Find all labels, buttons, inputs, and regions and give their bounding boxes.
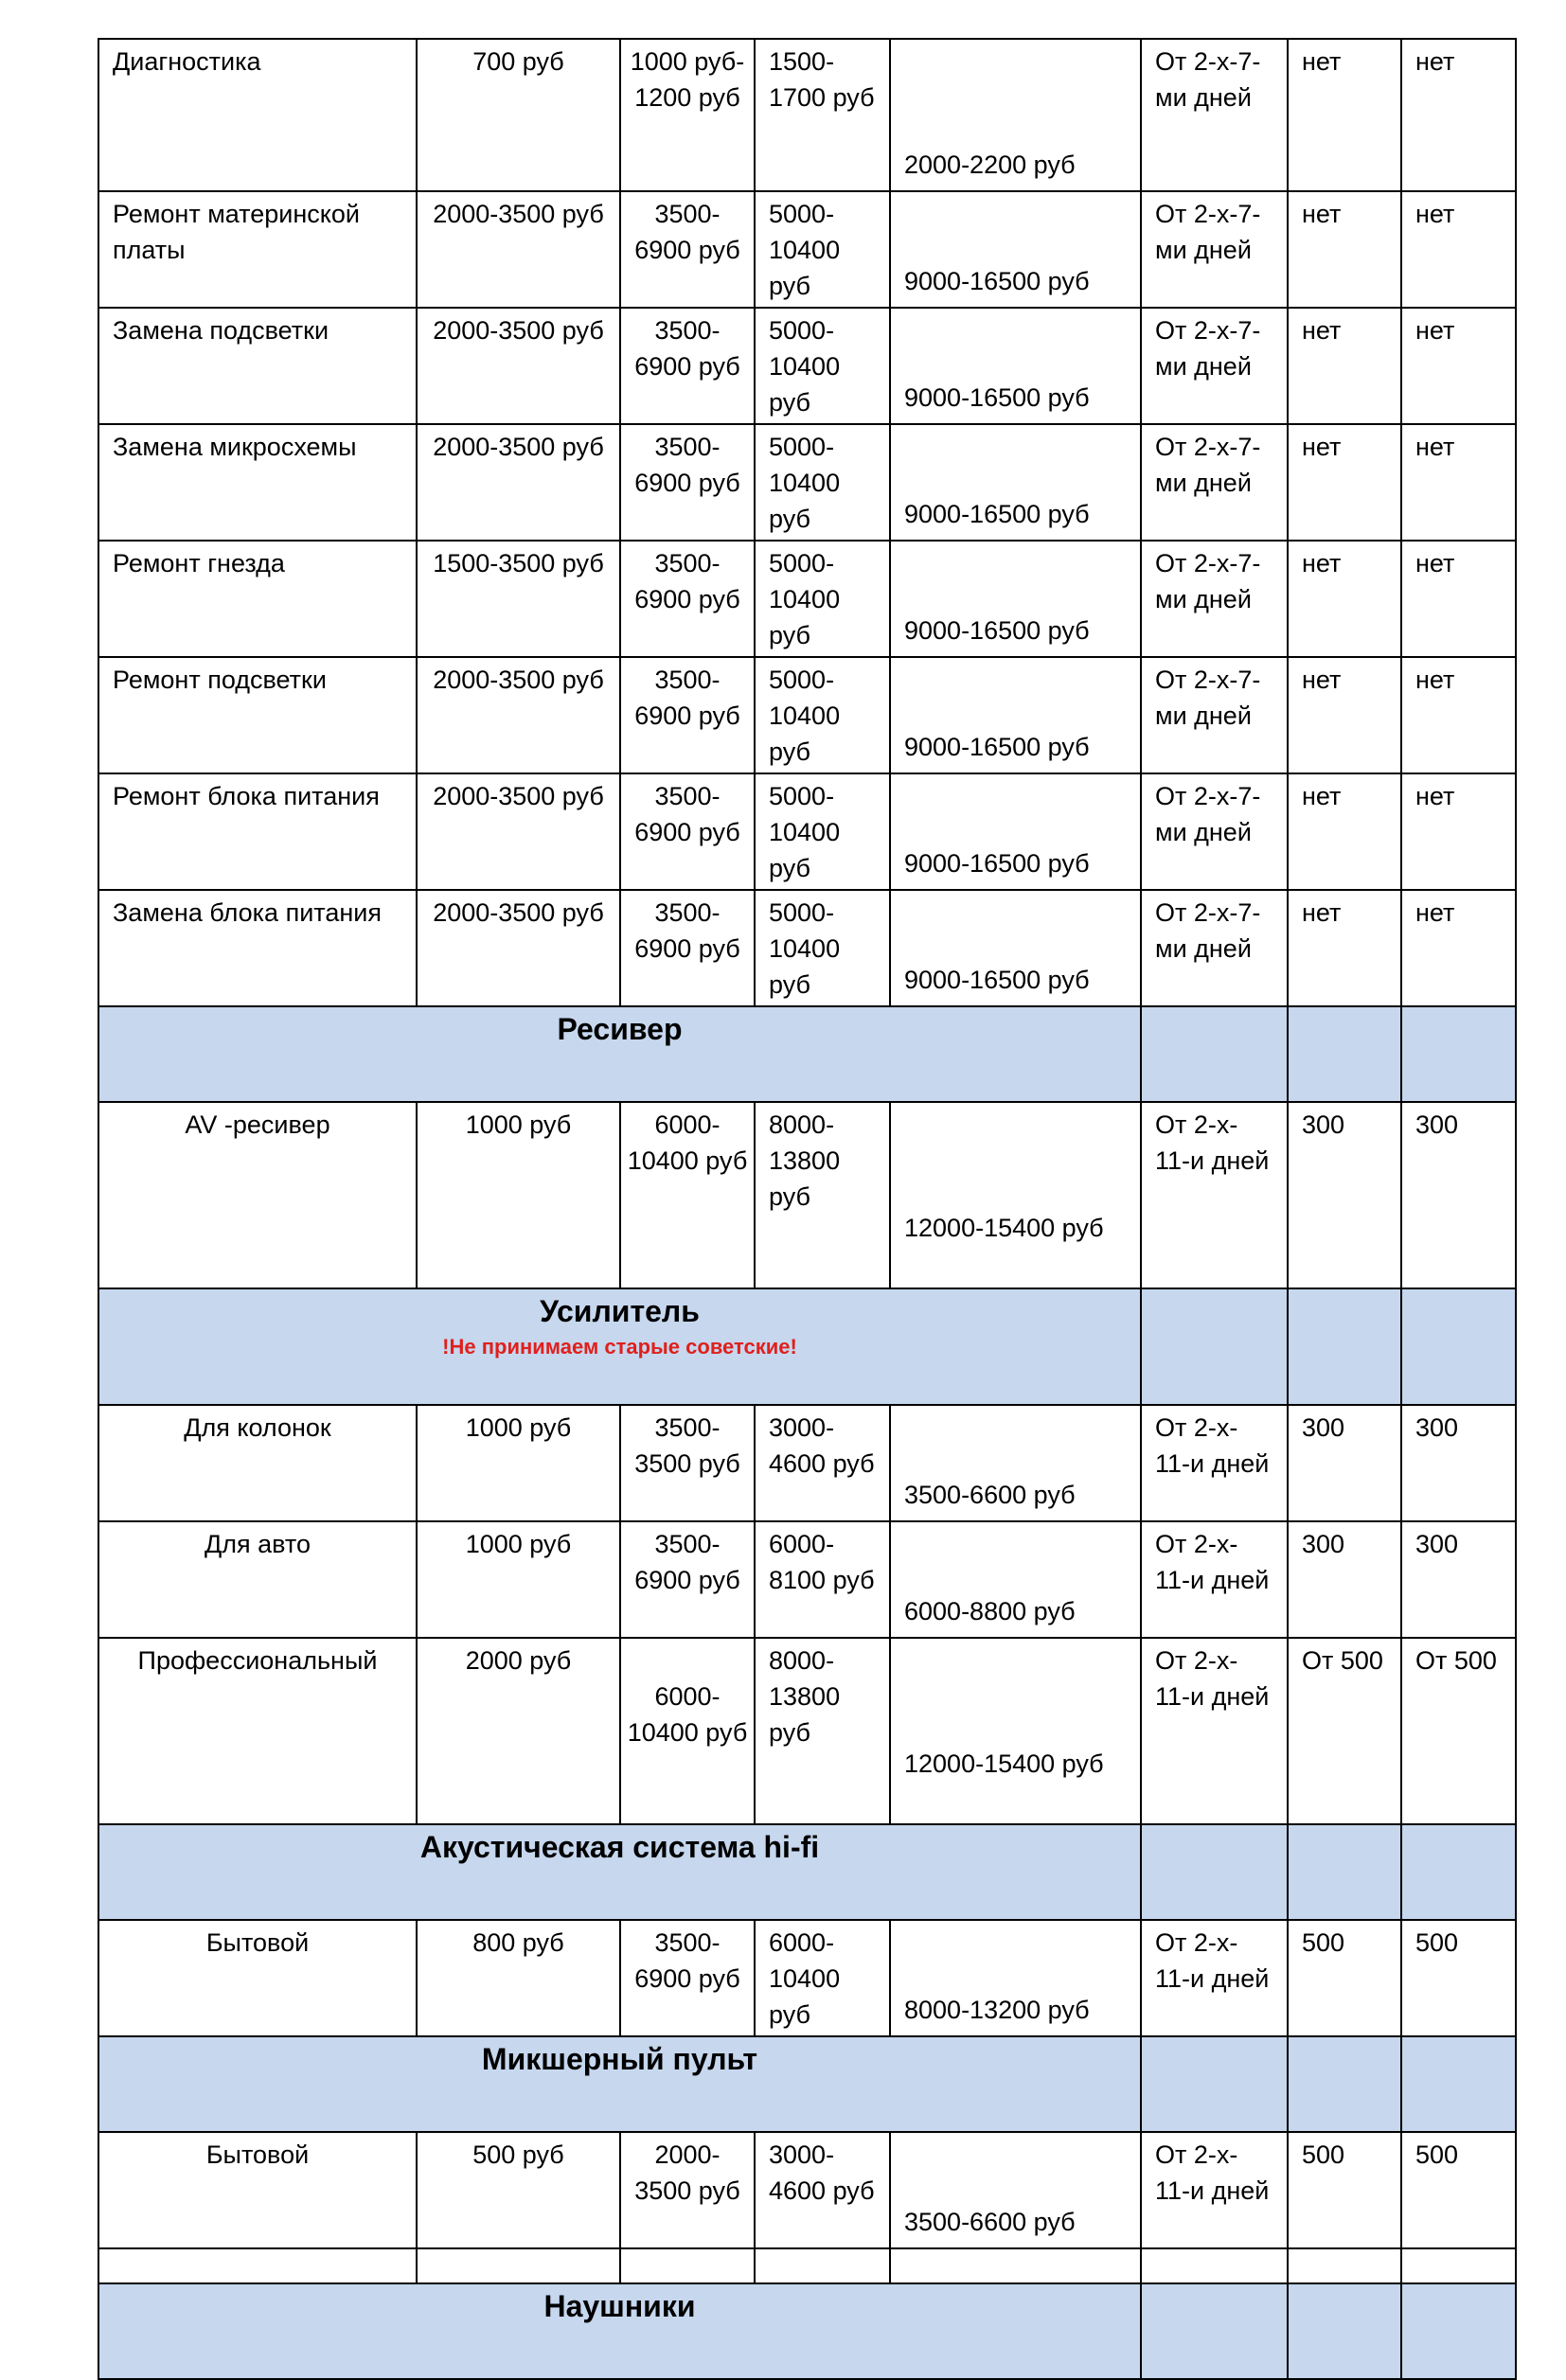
max-price: 9000-16500 руб xyxy=(890,308,1141,424)
service-name: Диагностика xyxy=(98,39,417,191)
option-1: нет xyxy=(1288,657,1401,773)
repair-term: От 2-х- 11-и дней xyxy=(1141,1405,1288,1521)
service-name: AV -ресивер xyxy=(98,1102,417,1288)
section-title: Усилитель xyxy=(540,1294,700,1328)
min-price: 3500- 6900 руб xyxy=(620,308,755,424)
section-empty-cell xyxy=(1401,1006,1516,1102)
mid-price: 5000- 10400 руб xyxy=(755,191,890,308)
max-price: 2000-2200 руб xyxy=(890,39,1141,191)
mid-price: 3000- 4600 руб xyxy=(755,1405,890,1521)
table-row xyxy=(98,1638,1516,1824)
section-empty-cell xyxy=(1401,2283,1516,2379)
min-price: 3500- 6900 руб xyxy=(620,890,755,1006)
diagnostics-price: 2000-3500 руб xyxy=(417,191,620,308)
section-header-acoustic xyxy=(98,1824,1516,1920)
empty-cell xyxy=(620,2248,755,2283)
repair-term: От 2-х- 11-и дней xyxy=(1141,2132,1288,2248)
option-1: 500 xyxy=(1288,2132,1401,2248)
table-row xyxy=(98,541,1516,657)
diagnostics-price: 2000-3500 руб xyxy=(417,424,620,541)
empty-cell xyxy=(890,2248,1141,2283)
section-title: Микшерный пульт xyxy=(98,2036,1141,2132)
option-2: 300 xyxy=(1401,1102,1516,1288)
repair-term: От 2-х-7-ми дней xyxy=(1141,773,1288,890)
table-row xyxy=(98,191,1516,308)
section-title: Акустическая система hi-fi xyxy=(98,1824,1141,1920)
max-price: 3500-6600 руб xyxy=(890,2132,1141,2248)
min-price: 6000- 10400 руб xyxy=(620,1102,755,1288)
section-header-headphones xyxy=(98,2283,1516,2379)
mid-price: 5000- 10400 руб xyxy=(755,773,890,890)
service-name: Замена блока питания xyxy=(98,890,417,1006)
table-row xyxy=(98,1920,1516,2036)
section-empty-cell xyxy=(1288,2036,1401,2132)
service-name: Ремонт материнской платы xyxy=(98,191,417,308)
mid-price: 6000- 8100 руб xyxy=(755,1521,890,1638)
section-warning-note: !Не принимаем старые советские! xyxy=(442,1335,797,1359)
min-price: 3500- 6900 руб xyxy=(620,191,755,308)
option-2: нет xyxy=(1401,424,1516,541)
service-name: Ремонт гнезда xyxy=(98,541,417,657)
service-name: Замена микросхемы xyxy=(98,424,417,541)
repair-term: От 2-х-7-ми дней xyxy=(1141,541,1288,657)
mid-price: 5000- 10400 руб xyxy=(755,308,890,424)
option-2: 300 xyxy=(1401,1405,1516,1521)
option-2: нет xyxy=(1401,541,1516,657)
option-1: нет xyxy=(1288,541,1401,657)
section-empty-cell xyxy=(1141,2036,1288,2132)
repair-term: От 2-х-7-ми дней xyxy=(1141,39,1288,191)
min-price: 3500- 3500 руб xyxy=(620,1405,755,1521)
table-row xyxy=(98,424,1516,541)
mid-price: 6000- 10400 руб xyxy=(755,1920,890,2036)
option-2: нет xyxy=(1401,890,1516,1006)
min-price: 6000- 10400 руб xyxy=(627,1682,748,1747)
min-price-cell xyxy=(620,1638,755,1824)
mid-price: 5000- 10400 руб xyxy=(755,890,890,1006)
table-row xyxy=(98,890,1516,1006)
min-price: 3500- 6900 руб xyxy=(620,541,755,657)
table-row xyxy=(98,2132,1516,2248)
section-empty-cell xyxy=(1288,1824,1401,1920)
service-name: Профессиональный xyxy=(98,1638,417,1824)
option-1: нет xyxy=(1288,308,1401,424)
mid-price: 8000- 13800 руб xyxy=(755,1638,890,1824)
repair-term: От 2-х-7-ми дней xyxy=(1141,657,1288,773)
table-row xyxy=(98,308,1516,424)
repair-term: От 2-х-7-ми дней xyxy=(1141,890,1288,1006)
max-price: 12000-15400 руб xyxy=(890,1638,1141,1824)
repair-term: От 2-х- 11-и дней xyxy=(1141,1521,1288,1638)
min-price: 3500- 6900 руб xyxy=(620,1920,755,2036)
diagnostics-price: 2000-3500 руб xyxy=(417,308,620,424)
min-price: 2000- 3500 руб xyxy=(620,2132,755,2248)
option-1: 300 xyxy=(1288,1521,1401,1638)
section-empty-cell xyxy=(1141,1824,1288,1920)
section-title: Наушники xyxy=(98,2283,1141,2379)
table-row xyxy=(98,39,1516,191)
option-1: нет xyxy=(1288,890,1401,1006)
option-1: нет xyxy=(1288,773,1401,890)
section-header-receiver xyxy=(98,1006,1516,1102)
mid-price: 5000- 10400 руб xyxy=(755,424,890,541)
mid-price: 3000- 4600 руб xyxy=(755,2132,890,2248)
section-empty-cell xyxy=(1141,1288,1288,1405)
option-1: От 500 xyxy=(1288,1638,1401,1824)
service-name: Бытовой xyxy=(98,2132,417,2248)
table-row xyxy=(98,1521,1516,1638)
diagnostics-price: 1000 руб xyxy=(417,1521,620,1638)
section-empty-cell xyxy=(1288,1006,1401,1102)
repair-term: От 2-х-7-ми дней xyxy=(1141,308,1288,424)
section-header-mixer xyxy=(98,2036,1516,2132)
section-empty-cell xyxy=(1401,2036,1516,2132)
service-name: Бытовой xyxy=(98,1920,417,2036)
diagnostics-price: 2000-3500 руб xyxy=(417,657,620,773)
repair-term: От 2-х- 11-и дней xyxy=(1141,1638,1288,1824)
empty-row xyxy=(98,2248,1516,2283)
diagnostics-price: 2000-3500 руб xyxy=(417,773,620,890)
option-1: 300 xyxy=(1288,1102,1401,1288)
option-2: 500 xyxy=(1401,2132,1516,2248)
max-price: 9000-16500 руб xyxy=(890,657,1141,773)
diagnostics-price: 700 руб xyxy=(417,39,620,191)
option-1: нет xyxy=(1288,191,1401,308)
min-price: 3500- 6900 руб xyxy=(620,657,755,773)
option-1: 300 xyxy=(1288,1405,1401,1521)
min-price: 1000 руб- 1200 руб xyxy=(620,39,755,191)
section-empty-cell xyxy=(1401,1288,1516,1405)
empty-cell xyxy=(1141,2248,1288,2283)
table-row xyxy=(98,773,1516,890)
service-name: Для авто xyxy=(98,1521,417,1638)
mid-price: 5000- 10400 руб xyxy=(755,657,890,773)
max-price: 12000-15400 руб xyxy=(890,1102,1141,1288)
empty-cell xyxy=(417,2248,620,2283)
option-2: нет xyxy=(1401,308,1516,424)
max-price: 8000-13200 руб xyxy=(890,1920,1141,2036)
section-empty-cell xyxy=(1288,2283,1401,2379)
max-price: 9000-16500 руб xyxy=(890,541,1141,657)
min-price: 3500- 6900 руб xyxy=(620,773,755,890)
section-header-amplifier xyxy=(98,1288,1516,1405)
diagnostics-price: 1000 руб xyxy=(417,1405,620,1521)
max-price: 9000-16500 руб xyxy=(890,424,1141,541)
section-empty-cell xyxy=(1141,2283,1288,2379)
min-price: 3500- 6900 руб xyxy=(620,424,755,541)
repair-term: От 2-х- 11-и дней xyxy=(1141,1102,1288,1288)
option-1: нет xyxy=(1288,39,1401,191)
section-empty-cell xyxy=(1288,1288,1401,1405)
max-price: 9000-16500 руб xyxy=(890,890,1141,1006)
table-row xyxy=(98,1102,1516,1288)
section-title: Ресивер xyxy=(98,1006,1141,1102)
diagnostics-price: 2000 руб xyxy=(417,1638,620,1824)
repair-term: От 2-х-7-ми дней xyxy=(1141,191,1288,308)
diagnostics-price: 500 руб xyxy=(417,2132,620,2248)
section-empty-cell xyxy=(1401,1824,1516,1920)
section-empty-cell xyxy=(1141,1006,1288,1102)
diagnostics-price: 2000-3500 руб xyxy=(417,890,620,1006)
max-price: 3500-6600 руб xyxy=(890,1405,1141,1521)
service-name: Ремонт подсветки xyxy=(98,657,417,773)
max-price: 9000-16500 руб xyxy=(890,773,1141,890)
mid-price: 5000- 10400 руб xyxy=(755,541,890,657)
min-price: 3500- 6900 руб xyxy=(620,1521,755,1638)
diagnostics-price: 1000 руб xyxy=(417,1102,620,1288)
diagnostics-price: 800 руб xyxy=(417,1920,620,2036)
option-2: От 500 xyxy=(1401,1638,1516,1824)
section-title-cell xyxy=(98,1288,1141,1405)
spacer xyxy=(625,1643,750,1678)
price-table xyxy=(98,38,1517,2380)
option-1: 500 xyxy=(1288,1920,1401,2036)
option-2: нет xyxy=(1401,191,1516,308)
option-2: нет xyxy=(1401,773,1516,890)
service-name: Для колонок xyxy=(98,1405,417,1521)
option-2: 500 xyxy=(1401,1920,1516,2036)
service-name: Замена подсветки xyxy=(98,308,417,424)
option-2: 300 xyxy=(1401,1521,1516,1638)
table-row xyxy=(98,657,1516,773)
max-price: 9000-16500 руб xyxy=(890,191,1141,308)
empty-cell xyxy=(1401,2248,1516,2283)
repair-term: От 2-х- 11-и дней xyxy=(1141,1920,1288,2036)
table-row xyxy=(98,1405,1516,1521)
mid-price: 8000- 13800 руб xyxy=(755,1102,890,1288)
empty-cell xyxy=(1288,2248,1401,2283)
repair-term: От 2-х-7-ми дней xyxy=(1141,424,1288,541)
diagnostics-price: 1500-3500 руб xyxy=(417,541,620,657)
empty-cell xyxy=(755,2248,890,2283)
option-2: нет xyxy=(1401,39,1516,191)
max-price: 6000-8800 руб xyxy=(890,1521,1141,1638)
option-1: нет xyxy=(1288,424,1401,541)
service-name: Ремонт блока питания xyxy=(98,773,417,890)
option-2: нет xyxy=(1401,657,1516,773)
mid-price: 1500- 1700 руб xyxy=(755,39,890,191)
empty-cell xyxy=(98,2248,417,2283)
